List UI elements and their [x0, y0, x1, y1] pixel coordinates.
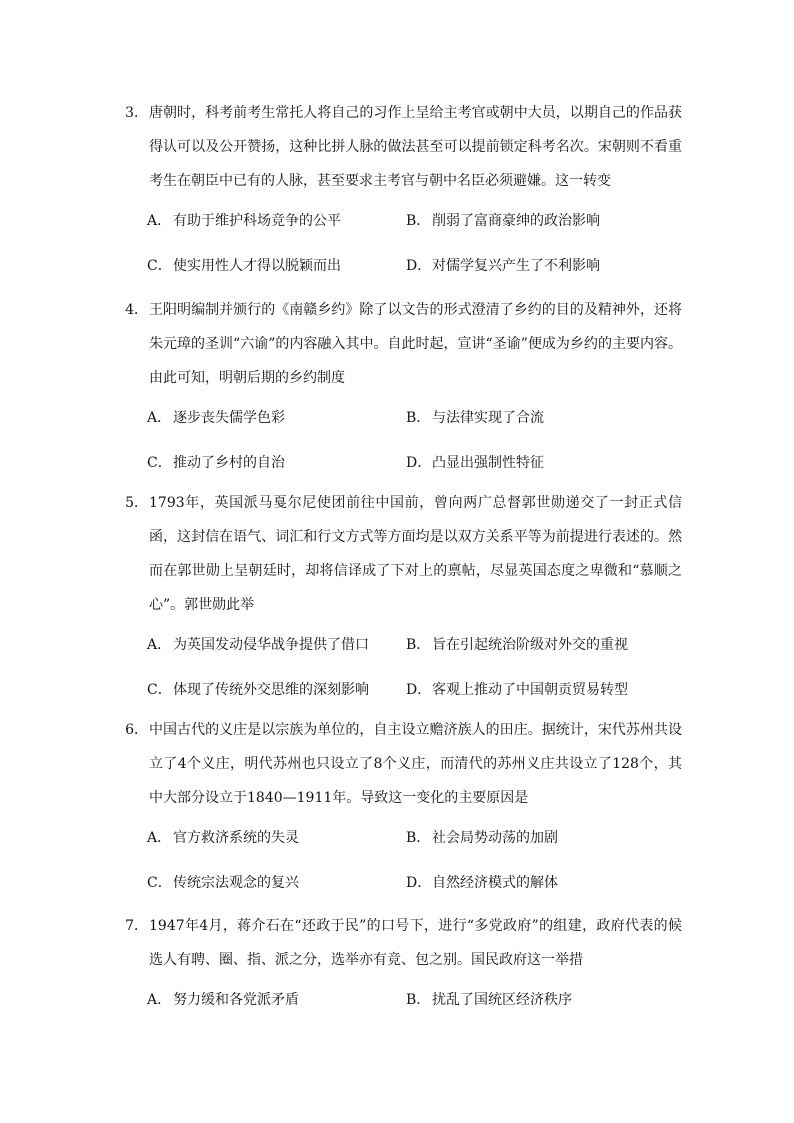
question-stem: [122, 713, 682, 815]
option-a: A． 逐步丧失儒学色彩: [147, 410, 285, 426]
options: [147, 198, 682, 288]
option-c: C．体现了传统外交思维的深刻影响: [147, 682, 369, 698]
question-3: [122, 96, 682, 288]
options: [147, 622, 682, 712]
option-c: C．传统宗法观念的复兴: [147, 875, 299, 891]
option-row: [147, 977, 682, 1022]
option-a: A． 为英国发动侵华战争提供了借口: [147, 637, 369, 653]
question-number: 6．: [125, 722, 148, 738]
question-stem: [122, 293, 682, 395]
option-d: D．客观上推动了中国朝贡贸易转型: [406, 682, 628, 698]
question-text: 1793年，英国派马戛尔尼使团前往中国前，曾向两广总督郭世勋递交了一封正式信函，这封信在语气、词汇和行文方式等方面均是以双方关系平等为前提进行表述的。然而在郭世勋上呈朝廷时，却将信译成了下对上的禀帖，尽显英国态度之卑微和“慕顺之心”。郭世勋此举: [149, 495, 682, 613]
question-7: [122, 909, 682, 1022]
options: [147, 815, 682, 905]
option-d: D．对儒学复兴产生了不利影响: [406, 258, 600, 274]
option-row: [147, 815, 682, 860]
question-text: 王阳明编制并颁行的《南赣乡约》除了以文告的形式澄清了乡约的目的及精神外，还将朱元璋的圣训“六谕”的内容融入其中。自此时起，宣讲“圣谕”便成为乡约的主要内容。由此可知，明朝后期的乡约制度: [149, 302, 682, 386]
option-d: D．自然经济模式的解体: [406, 875, 558, 891]
option-b: B． 旨在引起统治阶级对外交的重视: [406, 637, 628, 653]
question-number: 5．: [125, 495, 148, 511]
option-b: B． 扰乱了国统区经济秩序: [406, 992, 572, 1008]
option-a: A． 官方救济系统的失灵: [147, 830, 299, 846]
question-5: [122, 486, 682, 712]
option-c: C．推动了乡村的自治: [147, 455, 285, 471]
question-6: [122, 713, 682, 905]
option-row: [147, 243, 682, 288]
question-stem: [122, 96, 682, 198]
option-row: [147, 860, 682, 905]
question-stem: [122, 909, 682, 977]
options: [147, 977, 682, 1022]
option-a: A． 努力缓和各党派矛盾: [147, 992, 299, 1008]
question-number: 7．: [125, 918, 148, 934]
option-row: [147, 667, 682, 712]
option-d: D．凸显出强制性特征: [406, 455, 544, 471]
question-stem: [122, 486, 682, 622]
option-b: B． 削弱了富商豪绅的政治影响: [406, 213, 600, 229]
question-number: 3．: [125, 105, 148, 121]
question-text: 中国古代的义庄是以宗族为单位的，自主设立赡济族人的田庄。据统计，宋代苏州共设立了4个义庄，明代苏州也只设立了8个义庄，而清代的苏州义庄共设立了128个，其中大部分设立于1840—1911年。导致这一变化的主要原因是: [149, 722, 682, 806]
question-text: 唐朝时，科考前考生常托人将自己的习作上呈给主考官或朝中大员，以期自己的作品获得认可以及公开赞扬，这种比拼人脉的做法甚至可以提前锁定科考名次。宋朝则不看重考生在朝臣中已有的人脉，甚至要求主考官与朝中名臣必须避嫌。这一转变: [149, 105, 682, 189]
option-b: B． 与法律实现了合流: [406, 410, 544, 426]
option-row: [147, 198, 682, 243]
option-row: [147, 440, 682, 485]
question-number: 4．: [125, 302, 148, 318]
options: [147, 395, 682, 485]
question-text: 1947年4月，蒋介石在“还政于民”的口号下，进行“多党政府”的组建，政府代表的候选人有聘、圈、指、派之分，选举亦有竞、包之别。国民政府这一举措: [149, 918, 682, 968]
option-row: [147, 395, 682, 440]
option-row: [147, 622, 682, 667]
option-a: A． 有助于维护科场竞争的公平: [147, 213, 341, 229]
option-c: C．使实用性人才得以脱颖而出: [147, 258, 341, 274]
question-4: [122, 293, 682, 485]
option-b: B． 社会局势动荡的加剧: [406, 830, 558, 846]
